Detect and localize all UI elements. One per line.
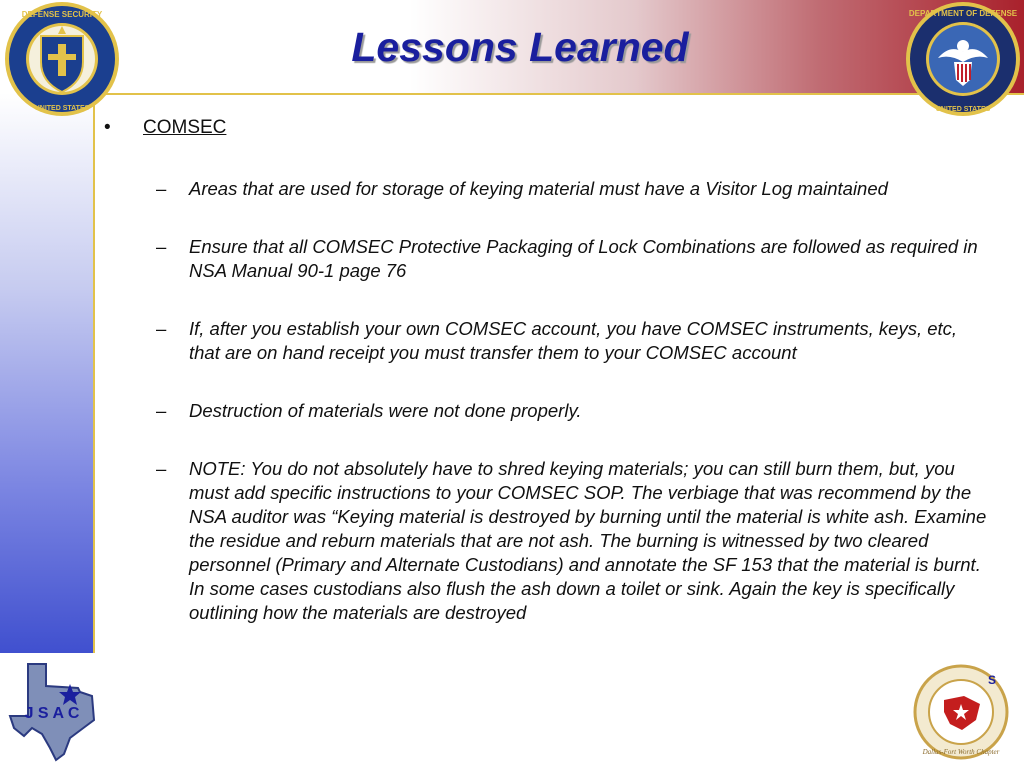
svg-text:S: S <box>988 673 997 687</box>
department-of-defense-seal-icon <box>904 0 1022 118</box>
svg-text:J S A C: J S A C <box>24 705 80 722</box>
dallas-fort-worth-chapter-seal-icon <box>906 660 1016 760</box>
jsac-texas-logo-icon <box>8 662 96 762</box>
svg-text:DEPARTMENT OF DEFENSE: DEPARTMENT OF DEFENSE <box>908 9 1018 18</box>
bullet-marker: • <box>104 117 111 138</box>
sub-item <box>156 177 989 201</box>
left-gradient-band <box>0 93 93 653</box>
dash-marker: – <box>156 236 167 257</box>
dash-marker: – <box>156 178 167 199</box>
bullet-comsec <box>104 117 1004 143</box>
slide-title: Lessons Learned <box>351 24 689 70</box>
dash-marker: – <box>156 458 167 479</box>
sub-item-text: Areas that are used for storage of keying material must have a Visitor Log maintained <box>189 178 888 199</box>
svg-text:Dallas-Fort Worth Chapter: Dallas-Fort Worth Chapter <box>922 748 1000 756</box>
dash-marker: – <box>156 400 167 421</box>
slide-body <box>104 117 1004 625</box>
sidebar-divider <box>93 93 95 653</box>
svg-text:DEFENSE SECURITY: DEFENSE SECURITY <box>21 10 103 19</box>
bullet-label: COMSEC <box>143 117 227 138</box>
sub-item-text: NOTE: You do not absolutely have to shred keying materials; you can still burn them, but, you must add specific instructions to your COMSEC SOP. The verbiage that was recommend by the NSA auditor was “Keying material is destroyed by burning until the material is white ash. Examine the residue and reburn materials that are not ash. The burning is witnessed by two cleared personnel (Primary and Alternate Custodians) and annotate the SF 153 that the material is burnt. In some cases custodians also flush the ash down a toilet or sink. Again the key is specifically outlining how the materials are destroyed <box>189 458 987 623</box>
header-divider <box>93 93 1024 95</box>
dash-marker: – <box>156 318 167 339</box>
sub-item-text: Ensure that all COMSEC Protective Packaging of Lock Combinations are followed as required in NSA Manual 90-1 page 76 <box>189 236 978 281</box>
sub-item <box>156 317 989 365</box>
sub-item-text: Destruction of materials were not done properly. <box>189 400 582 421</box>
svg-text:UNITED STATES: UNITED STATES <box>935 106 991 113</box>
sub-item <box>156 399 989 423</box>
sub-item <box>156 235 989 283</box>
sub-item <box>156 457 989 625</box>
sub-item-text: If, after you establish your own COMSEC account, you have COMSEC instruments, keys, etc, that are on hand receipt you must transfer them to your COMSEC account <box>189 318 958 363</box>
defense-security-service-seal-icon <box>3 0 121 118</box>
svg-text:UNITED STATES: UNITED STATES <box>34 105 90 112</box>
